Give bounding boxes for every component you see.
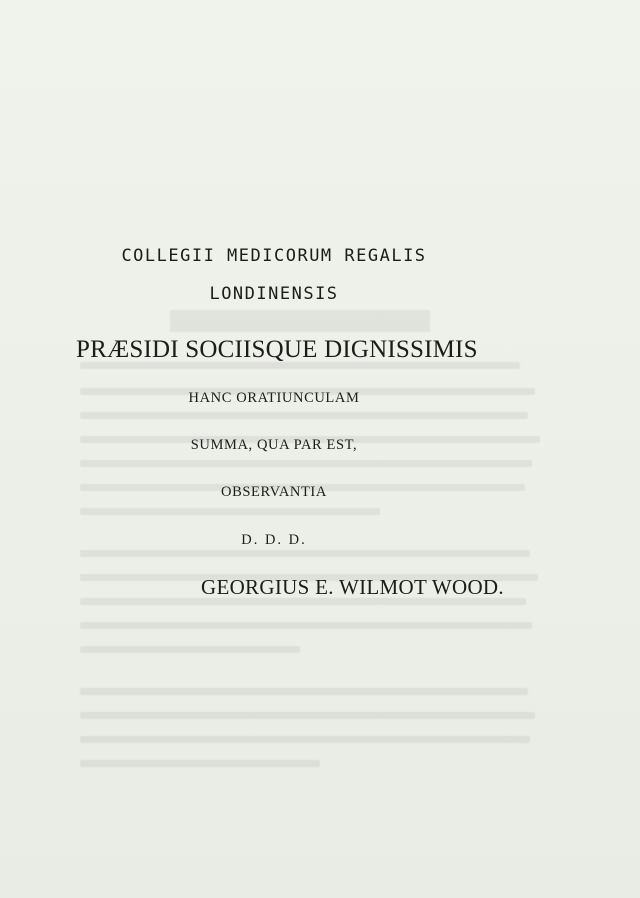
- dedication-line-hanc: HANC ORATIUNCULAM: [188, 390, 360, 406]
- dedication-line-praesidi: PRÆSIDI SOCIISQUE DIGNISSIMIS: [76, 336, 478, 363]
- dedication-line-collegii: COLLEGII MEDICORUM REGALIS: [121, 246, 427, 266]
- dedication-line-ddd: D. D. D.: [241, 532, 307, 548]
- dedication-line-observantia: OBSERVANTIA: [221, 484, 327, 500]
- dedication-line-summa: SUMMA, QUA PAR EST,: [190, 437, 358, 453]
- dedication-author: GEORGIUS E. WILMOT WOOD.: [201, 575, 504, 599]
- dedication-line-londinensis: LONDINENSIS: [209, 284, 339, 304]
